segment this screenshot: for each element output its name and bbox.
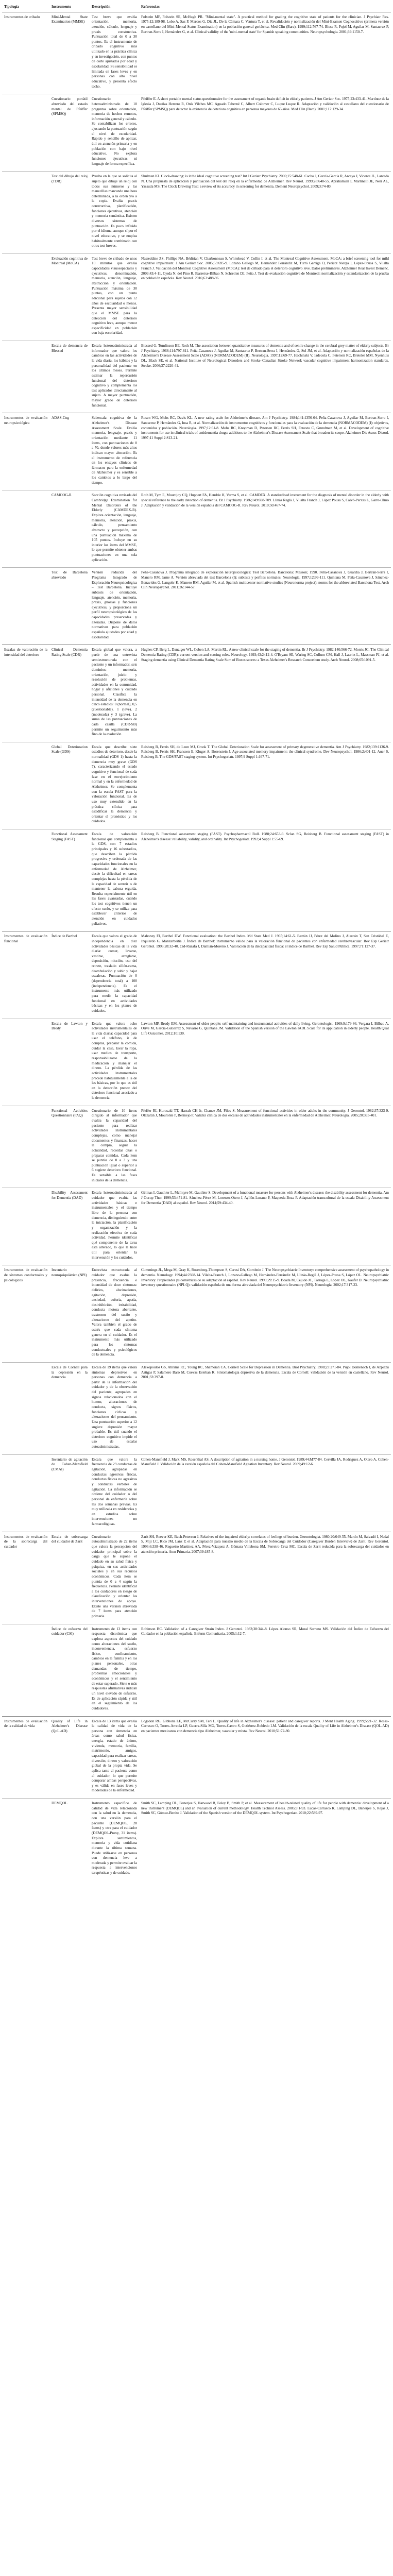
cell-instrumento: ADAS-Cog [49, 413, 90, 490]
table-row [2, 1454, 391, 1532]
cell-referencias: Pfeffer RI, Kurosaki TT, Harrah CH Jr, Chance JM, Filos S. Measurement of functional activities in older adults in the community. J Gerontol. 1982;37:323-9. Olazarán J, Mouronte P, Bermejo F. Validez clínica de dos escalas de actividades instrumentales en la enfermedad de Alzheimer. Neurología. 2005;20:395-401. [139, 1106, 391, 1188]
cell-referencias: Hughes CP, Berg L, Danziger WL, Coben LA, Martin RL. A new clinical scale for the staging of dementia. Br J Psychiatry. 1982;140:566-72. Morris JC. The Clinical Dementia Rating (CDR): current version and scoring rules. Neurology. 1993;43:2412-4. O'Bryant SE, Waring SC, Cullum CM, Hall J, Lacritz L, Massman PJ, et al. Staging dementia using Clinical Dementia Rating Scale Sum of Boxes scores: a Texas Alzheimer's Research Consortium study. Arch Neurol. 2008;65:1091-5. [139, 645, 391, 742]
cell-tipologia: Escalas de valoración de la intensidad del deterioro [2, 645, 49, 742]
cell-descripcion: Entrevista estructurada al cuidador que evalúa la presencia, frecuencia e intensidad de doce síntomas: delirios, alucinaciones, agitación, depresión, ansiedad, euforia, apatía, desinhibición, irritabilidad, conducta motora aberrante, trastornos del sueño y alteraciones del apetito. Valora también el grado de estrés que cada síntoma genera en el cuidador. Es el instrumento más utilizado para los síntomas conductuales y psicológicos de la demencia. [90, 1265, 139, 1363]
cell-referencias: Alexopoulos GS, Abrams RC, Young RC, Shamoian CA. Cornell Scale for Depression in Dementia. Biol Psychiatry. 1988;23:271-84. Pujol Domènech J, de Azpiazu Artigas P, Salamero Baró M, Cuevas Esteban R. Sintomatología depresiva de la demencia. Escala de Cornell: validación de la versión en castellano. Rev Neurol. 2001;33:397-8. [139, 1362, 391, 1454]
cell-instrumento: Escala de Cornell para la depresión en la demencia [49, 1362, 90, 1454]
cell-descripcion: Escala heteroadministrada al cuidador que evalúa las actividades básicas e instrumentales y el tiempo libre de la persona con demencia, distinguiendo entre la iniciación, la planificación y organización y la realización efectiva de cada actividad. Permite identificar qué componente de la tarea está alterado, lo que la hace útil para orientar la intervención y los cuidados. [90, 1188, 139, 1265]
cell-instrumento: Mini-Mental State Examination (MMSE) [52, 14, 88, 24]
cell-instrumento: DEMQOL [49, 1799, 90, 1880]
cell-referencias: Gélinas I, Gauthier L, McIntyre M, Gauthier S. Development of a functional measure for persons with Alzheimer's disease: the disability assessment for dementia. Am J Occup Ther. 1999;53:471-81. Sánchez-Pérez M, Lorenzo-Otero J, Ayllón-Lozano P, Maqueda-Boza P. Adaptación transcultural de la escala Disability Assessment for Dementia (DAD) al español. Rev Neurol. 2014;59:434-40. [139, 1188, 391, 1265]
cell-tipologia [2, 172, 49, 254]
table-row [2, 1265, 391, 1363]
cell-instrumento: Quality of Life in Alzheimer's Disease (QoL-AD) [49, 1716, 90, 1799]
cell-tipologia [2, 253, 49, 341]
cell-tipologia [2, 829, 49, 931]
table-body [2, 12, 391, 1880]
cell-instrumento: CAMCOG-R [49, 490, 90, 568]
cell-tipologia: Instrumentos de evaluación de síntomas conductuales y psicológicos [2, 1265, 49, 1363]
cell-descripcion: Prueba en la que se solicita al sujeto que dibuje un reloj con todos sus números y las manecillas marcando una hora determinada, a la orden y/o a la copia. Evalúa praxis constructiva, planificación, funciones ejecutivas, atención y memoria semántica. Existen diversos sistemas de puntuación. Es poco influido por el idioma, aunque sí por el nivel educativo, y se emplea habitualmente combinado con otros test breves. [90, 172, 139, 254]
table-row [2, 1106, 391, 1188]
cell-descripcion: Cuestionario autoadministrado de 22 ítems que valora la percepción del cuidador principal sobre la carga que le supone el cuidado en su salud física y psíquica, en sus actividades sociales y en sus recursos económicos. Cada ítem se puntúa de 0 a 4 según la frecuencia. Permite identificar a los cuidadores en riesgo de claudicación y orientar las intervenciones de apoyo. Existe una versión abreviada de 7 ítems para atención primaria. [90, 1532, 139, 1624]
cell-instrumento: Global Deterioration Scale (GDS) [49, 742, 90, 829]
cell-tipologia [2, 94, 49, 172]
cell-tipologia [2, 1454, 49, 1532]
table-row [2, 94, 391, 172]
table-row [2, 1188, 391, 1265]
cell-referencias: Peña-Casanova J. Programa integrado de exploración neuropsicológica: Test Barcelona. Barcelona: Masson; 1990. Peña-Casanova J, Guardia J, Bertran-Serra I, Manero RM, Jarne A. Versión abreviada del test Barcelona (I): subtests y perfiles normales. Neurología. 1997;12:99-111. Quintana M, Peña-Casanova J, Sánchez-Benavides G, Langohr K, Manero RM, Aguilar M, et al. Spanish multicenter normative studies (Neuronorma project): norms for the abbreviated Barcelona Test. Arch Clin Neuropsychol. 2011;26:144-57. [139, 568, 391, 645]
cell-descripcion: Escala de 13 ítems que evalúa la calidad de vida de la persona con demencia en áreas como salud física, energía, estado de ánimo, vivienda, memoria, familia, matrimonio, amigos, capacidad para realizar tareas, diversión, dinero y valoración global de la propia vida. Se aplica tanto al paciente como al cuidador, lo que permite comparar ambas perspectivas, y es válida en fases leves y moderadas de la enfermedad. [90, 1716, 139, 1799]
table-row [2, 172, 391, 254]
cell-tipologia: Instrumentos de evaluación neuropsicológica [2, 413, 49, 490]
table-row [2, 1019, 391, 1106]
table-row [2, 568, 391, 645]
cell-instrumento: Test del dibujo del reloj (TDR) [49, 172, 90, 254]
cell-referencias: Rosen WG, Mohs RC, Davis KL. A new rating scale for Alzheimer's disease. Am J Psychiatry. 1984;141:1356-64. Peña-Casanova J, Aguilar M, Bertran-Serra I, Santacruz P, Hernández G, Insa R, et al. Normalización de instrumentos cognitivos y funcionales para la evaluación de la demencia (NORMACODEM) (I): objetivos, contenidos y población. Neurología. 1997;12:61-8. Mohs RC, Knopman D, Petersen RC, Ferris SH, Ernesto C, Grundman M, et al. Development of cognitive instruments for use in clinical trials of antidementia drugs: additions to the Alzheimer's Disease Assessment Scale that broaden its scope. Alzheimer Dis Assoc Disord. 1997;11 Suppl 2:S13-21. [139, 413, 391, 490]
cell-descripcion: Escala que valora la frecuencia de 29 conductas de agitación, agrupadas en conductas agresivas físicas, conductas físicas no agresivas y conductas verbales de agitación. La información se obtiene del cuidador o del personal de enfermería sobre las dos semanas previas. Es muy utilizada en residencias y en estudios sobre intervenciones no farmacológicas. [90, 1454, 139, 1532]
cell-tipologia [2, 1188, 49, 1265]
cell-descripcion: Test breve que evalúa orientación, memoria, atención, cálculo, lenguaje y praxis constructiva. Puntuación total de 0 a 30 puntos. Es el instrumento de cribado cognitivo más utilizado en la práctica clínica y en investigación, con puntos de corte ajustados por edad y escolaridad. Su sensibilidad es limitada en fases leves y en personas con alto nivel educativo, y presenta efecto techo. [92, 14, 137, 89]
cell-referencias: Cummings JL, Mega M, Gray K, Rosenberg-Thompson S, Carusi DA, Gornbein J. The Neuropsychiatric Inventory: comprehensive assessment of psychopathology in dementia. Neurology. 1994;44:2308-14. Vilalta-Franch J, Lozano-Gallego M, Hernández-Ferrándiz M, Llinàs-Reglà J, López-Pousa S, López OL. Neuropsychiatric Inventory. Propiedades psicométricas de su adaptación al español. Rev Neurol. 1999;29:15-9. Boada M, Cejudo JC, Tàrraga L, López OL, Kaufer D. Neuropsychiatric inventory questionnaire (NPI-Q): validación española de una forma abreviada del Neuropsychiatric Inventory (NPI). Neurología. 2002;17:317-23. [139, 1265, 391, 1363]
cell-descripcion: Test breve de cribado de unos 10 minutos que evalúa capacidades visuoespaciales y ejecutivas, denominación, memoria, atención, lenguaje, abstracción y orientación. Puntuación máxima de 30 puntos, con un punto adicional para sujetos con 12 años de escolaridad o menos. Presenta mayor sensibilidad que el MMSE para la detección del deterioro cognitivo leve, aunque menor especificidad en población con baja escolaridad. [90, 253, 139, 341]
cell-tipologia: Instrumentos de evaluación funcional [2, 931, 49, 1019]
cell-tipologia: Instrumentos de evaluación de la calidad de vida [2, 1716, 49, 1799]
cell-descripcion: Versión reducida del Programa Integrado de Exploración Neuropsicológica – Test Barcelona. Incluye subtests de orientación, lenguaje, atención, memoria, praxis, gnosias y funciones ejecutivas, y proporciona un perfil neuropsicológico de las capacidades preservadas y alteradas. Dispone de datos normativos para población española ajustados por edad y escolaridad. [90, 568, 139, 645]
cell-instrumento: Evaluación cognitiva de Montreal (MoCA) [49, 253, 90, 341]
cell-tipologia [2, 1362, 49, 1454]
cell-tipologia [2, 1019, 49, 1106]
table-header [2, 3, 391, 12]
header-referencias: Referencias [139, 3, 391, 12]
table-row [2, 12, 391, 94]
table-row [2, 253, 391, 341]
cell-instrumento: Cuestionario portátil abreviado del estado mental de Pfeiffer (SPMSQ) [49, 94, 90, 172]
cell-referencias: Nasreddine ZS, Phillips NA, Bédirian V, Charbonneau S, Whitehead V, Collin I, et al. The Montreal Cognitive Assessment, MoCA: a brief screening tool for mild cognitive impairment. J Am Geriatr Soc. 2005;53:695-9. Lozano Gallego M, Hernández Ferrándiz M, Turró Garriga O, Pericot Nierga I, López-Pousa S, Vilalta Franch J. Validación del Montreal Cognitive Assessment (MoCA): test de cribado para el deterioro cognitivo leve. Datos preliminares. Alzheimer Real Invest Demenc. 2009;43:4-11. Ojeda N, del Pino R, Ibarretxe-Bilbao N, Schretlen DJ, Peña J. Test de evaluación cognitiva de Montreal: normalización y estandarización de la prueba en población española. Rev Neurol. 2016;63:488-96. [139, 253, 391, 341]
cell-descripcion: Escala global que valora, a partir de una entrevista semiestructurada con el paciente y un informador, seis dominios: memoria, orientación, juicio y resolución de problemas, actividades en la comunidad, hogar y aficiones y cuidado personal. Clasifica la intensidad de la demencia en cinco estadios: 0 (normal), 0,5 (cuestionable), 1 (leve), 2 (moderada) y 3 (grave). La suma de las puntuaciones de cada casilla (CDR-SB) permite un seguimiento más fino de la evolución. [90, 645, 139, 742]
table-row [2, 829, 391, 931]
cell-tipologia: Instrumentos de cribado [4, 14, 40, 19]
table-row [2, 413, 391, 490]
cell-tipologia [2, 1624, 49, 1716]
cell-instrumento: Functional Activities Questionnaire (FAQ) [49, 1106, 90, 1188]
cell-instrumento: Escala de sobrecarga del cuidador de Zarit [49, 1532, 90, 1624]
cell-referencias: Reisberg B. Functional assessment staging (FAST). Psychopharmacol Bull. 1988;24:653-9. Sclan SG, Reisberg B. Functional assessment staging (FAST) in Alzheimer's disease: reliability, validity, and ordinality. Int Psychogeriatr. 1992;4 Suppl 1:55-69. [139, 829, 391, 931]
cell-referencias: Folstein MF, Folstein SE, McHugh PR. "Mini-mental state". A practical method for grading the cognitive state of patients for the clinician. J Psychiatr Res. 1975;12:189-98. Lobo A, Saz P, Marcos G, Día JL, De la Cámara C, Ventura T, et al. Revalidación y normalización del Mini-Examen Cognoscitivo (primera versión en castellano del Mini-Mental Status Examination) en la población general geriátrica. Med Clin (Barc). 1999;112:767-74. Blesa R, Pujol M, Aguilar M, Santacruz P, Bertran-Serra I, Hernández G, et al. Clinical validity of the 'mini-mental state' for Spanish speaking communities. Neuropsychologia. 2001;39:1150-7. [141, 14, 389, 34]
cell-tipologia [2, 742, 49, 829]
table-row [2, 1532, 391, 1624]
table-row [2, 1362, 391, 1454]
cell-descripcion: Escala de valoración funcional que complementa a la GDS, con 7 estadios principales y 16 subestadios, que describen la pérdida progresiva y ordenada de las capacidades funcionales en la enfermedad de Alzheimer, desde la dificultad en tareas complejas hasta la pérdida de la capacidad de sonreír o de mantener la cabeza erguida. Resulta especialmente útil en las fases avanzadas, cuando los test cognitivos tienen un efecto suelo, y se utiliza para establecer criterios de atención en cuidados paliativos. [90, 829, 139, 931]
table-header-row [2, 3, 391, 12]
cell-referencias: Mahoney FI, Barthel DW. Functional evaluation: the Barthel Index. Md State Med J. 1965;14:61-5. Baztán JJ, Pérez del Molino J, Alarcón T, San Cristóbal E, Izquierdo G, Manzarbeitia J. Índice de Barthel: instrumento válido para la valoración funcional de pacientes con enfermedad cerebrovascular. Rev Esp Geriatr Gerontol. 1993;28:32-40. Cid-Ruzafa J, Damián-Moreno J. Valoración de la discapacidad física: el índice de Barthel. Rev Esp Salud Pública. 1997;71:127-37. [139, 931, 391, 1019]
table-row [2, 645, 391, 742]
cell-referencias: Reisberg B, Ferris SH, de Leon MJ, Crook T. The Global Deterioration Scale for assessment of primary degenerative dementia. Am J Psychiatry. 1982;139:1136-9. Reisberg B, Ferris SH, Franssen E, Kluger A, Borenstein J. Age-associated memory impairment: the clinical syndrome. Dev Neuropsychol. 1986;2:401-12. Auer S, Reisberg B. The GDS/FAST staging system. Int Psychogeriatr. 1997;9 Suppl 1:167-71. [139, 742, 391, 829]
cell-instrumento: Functional Assessment Staging (FAST) [49, 829, 90, 931]
cell-tipologia [2, 1799, 49, 1880]
cell-descripcion: Sección cognitiva revisada del Cambridge Examination for Mental Disorders of the Elderly (CAMDEX-R). Explora orientación, lenguaje, memoria, atención, praxis, cálculo, pensamiento abstracto y percepción, con una puntuación máxima de 105 puntos. Incluye en su interior los ítems del MMSE, lo que permite obtener ambas puntuaciones en una sola aplicación. [90, 490, 139, 568]
cell-instrumento: Índice de esfuerzo del cuidador (CSI) [49, 1624, 90, 1716]
cell-referencias: Smith SC, Lamping DL, Banerjee S, Harwood R, Foley B, Smith P, et al. Measurement of health-related quality of life for people with dementia: development of a new instrument (DEMQOL) and an evaluation of current methodology. Health Technol Assess. 2005;9:1-93. Lucas-Carrasco R, Lamping DL, Banerjee S, Rejas J, Smith SC, Gómez-Benito J. Validation of the Spanish version of the DEMQOL system. Int Psychogeriatr. 2010;22:589-97. [139, 1799, 391, 1880]
cell-descripcion: Escala que valora el grado de independencia en diez actividades básicas de la vida diaria: comer, lavarse, vestirse, arreglarse, deposición, micción, uso del retrete, traslado sillón-cama, deambulación y subir y bajar escaleras. Puntuación de 0 (dependencia total) a 100 (independencia). Es el instrumento más utilizado para medir la capacidad funcional en actividades básicas y en los planes de cuidados. [90, 931, 139, 1019]
cell-descripcion: Escala heteroadministrada al informador que valora los cambios en las actividades de la vida diaria, los hábitos y la personalidad del paciente en los últimos meses. Permite estimar la repercusión funcional del deterioro cognitivo y complementa los test aplicados directamente al sujeto. A mayor puntuación, mayor grado de deterioro funcional. [90, 341, 139, 413]
table-row [2, 341, 391, 413]
cell-descripcion: Cuestionario de 10 ítems dirigido al informador que evalúa la capacidad del paciente para realizar actividades instrumentales complejas, como manejar documentos y finanzas, hacer la compra, seguir la actualidad, recordar citas o preparar comidas. Cada ítem se puntúa de 0 a 3 y una puntuación igual o superior a 6 sugiere deterioro funcional. Es sensible a las fases iniciales de la demencia. [90, 1106, 139, 1188]
cell-referencias: Robinson BC. Validation of a Caregiver Strain Index. J Gerontol. 1983;38:344-8. López Alonso SR, Moral Serrano MS. Validación del Índice de Esfuerzo del Cuidador en la población española. Enferm Comunitaria. 2005;1:12-7. [139, 1624, 391, 1716]
cell-tipologia [2, 490, 49, 568]
cell-tipologia [2, 568, 49, 645]
table-row [2, 742, 391, 829]
header-descripcion: Descripción [90, 3, 139, 12]
header-instrumento: Instrumento [49, 3, 90, 12]
cell-referencias: Cohen-Mansfield J, Marx MS, Rosenthal AS. A description of agitation in a nursing home. J Gerontol. 1989;44:M77-84. Cervilla JA, Rodríguez A, Otero A, Cohen-Mansfield J. Validación de la versión española del Cohen-Mansfield Agitation Inventory. Rev Neurol. 2009;49:12-6. [139, 1454, 391, 1532]
cell-instrumento: Test de Barcelona abreviado [49, 568, 90, 645]
cell-descripcion: Subescala cognitiva de la Alzheimer's Disease Assessment Scale. Evalúa memoria, lenguaje, praxis y orientación mediante 11 ítems, con puntuaciones de 0 a 70, donde valores más altos indican mayor alteración. Es el instrumento de referencia en los ensayos clínicos de fármacos para la enfermedad de Alzheimer y es sensible a los cambios a lo largo del tiempo. [90, 413, 139, 490]
cell-referencias: Shulman KI. Clock-drawing: is it the ideal cognitive screening test? Int J Geriatr Psychiatry. 2000;15:548-61. Cacho J, García-García R, Arcaya J, Vicente JL, Lantada N. Una propuesta de aplicación y puntuación del test del reloj en la enfermedad de Alzheimer. Rev Neurol. 1999;28:648-55. Aprahamian I, Martinelli JE, Neri AL, Yassuda MS. The Clock Drawing Test: a review of its accuracy in screening for dementia. Dement Neuropsychol. 2009;3:74-80. [139, 172, 391, 254]
cell-instrumento: Inventario neuropsiquiátrico (NPI) [49, 1265, 90, 1363]
instruments-reference-table [2, 3, 391, 1880]
cell-tipologia [2, 341, 49, 413]
cell-tipologia: Instrumentos de evaluación de la sobrecarga del cuidador [2, 1532, 49, 1624]
cell-descripcion: Cuestionario heteroadministrado de 10 preguntas sobre orientación, memoria de hechos remotos, información general y cálculo. Se contabilizan los errores, ajustando la puntuación según el nivel de escolaridad. Rápido y sencillo de aplicar, útil en atención primaria y en población con bajo nivel educativo. No explora funciones ejecutivas ni lenguaje de forma específica. [90, 94, 139, 172]
header-tipologia: Tipología [2, 3, 49, 12]
cell-referencias: Blessed G, Tomlinson BE, Roth M. The association between quantitative measures of dementia and of senile change in the cerebral grey matter of elderly subjects. Br J Psychiatry. 1968;114:797-811. Peña-Casanova J, Aguilar M, Santacruz P, Bertran-Serra I, Hernández G, Sol JM, et al. Adaptación y normalización españolas de la Alzheimer's Disease Assessment Scale (ADAS) (NORMACODEM) (II). Neurología. 1997;12:69-77. Hachinski V, Iadecola C, Petersen RC, Breteler MM, Nyenhuis DL, Black SE, et al. National Institute of Neurological Disorders and Stroke–Canadian Stroke Network vascular cognitive impairment harmonization standards. Stroke. 2006;37:2220-41. [139, 341, 391, 413]
cell-instrumento: Disability Assessment for Dementia (DAD) [49, 1188, 90, 1265]
cell-instrumento: Escala de demencia de Blessed [49, 341, 90, 413]
cell-instrumento: Índice de Barthel [49, 931, 90, 1019]
cell-referencias: Roth M, Tym E, Mountjoy CQ, Huppert FA, Hendrie H, Verma S, et al. CAMDEX. A standardised instrument for the diagnosis of mental disorder in the elderly with special reference to the early detection of dementia. Br J Psychiatry. 1986;149:698-709. Llinàs Reglà J, Vilalta Franch J, López Pousa S, Calvó-Perxas L, Garre-Olmo J. Adaptación y validación de la versión española del CAMCOG-R. Rev Neurol. 2010;50:467-74. [139, 490, 391, 568]
table-row [2, 490, 391, 568]
table-row [2, 1799, 391, 1880]
table-row [2, 931, 391, 1019]
cell-referencias: Logsdon RG, Gibbons LE, McCurry SM, Teri L. Quality of life in Alzheimer's disease: patient and caregiver reports. J Ment Health Aging. 1999;5:21-32. Rosas-Carrasco O, Torres-Arreola LP, Guerra-Silla MG, Torres-Castro S, Gutiérrez-Robledo LM. Validación de la escala Quality of Life in Alzheimer's Disease (QOL-AD) en pacientes mexicanos con demencia tipo Alzheimer, vascular y mixta. Rev Neurol. 2010;51:72-80. [139, 1716, 391, 1799]
cell-instrumento: Inventario de agitación de Cohen-Mansfield (CMAI) [49, 1454, 90, 1532]
cell-descripcion: Escala de 19 ítems que valora síntomas depresivos en personas con demencia a partir de la información del cuidador y de la observación del paciente, agrupados en signos relacionados con el humor, alteraciones de conducta, signos físicos, funciones cíclicas y alteraciones del pensamiento. Una puntuación superior a 12 sugiere depresión mayor probable. Es útil cuando el deterioro cognitivo impide el uso de escalas autoadministradas. [90, 1362, 139, 1454]
cell-referencias: Pfeiffer E. A short portable mental status questionnaire for the assessment of organic brain deficit in elderly patients. J Am Geriatr Soc. 1975;23:433-41. Martínez de la Iglesia J, Dueñas Herrero R, Onís Vilches MC, Aguado Taberné C, Albert Colomer C, Luque Luque R. Adaptación y validación al castellano del cuestionario de Pfeiffer (SPMSQ) para detectar la existencia de deterioro cognitivo en personas mayores de 65 años. Med Clin (Barc). 2001;117:129-34. [139, 94, 391, 172]
cell-referencias: Lawton MP, Brody EM. Assessment of older people: self-maintaining and instrumental activities of daily living. Gerontologist. 1969;9:179-86. Vergara I, Bilbao A, Orive M, Garcia-Gutierrez S, Navarro G, Quintana JM. Validation of the Spanish version of the Lawton IADL Scale for its application in elderly people. Health Qual Life Outcomes. 2012;10:130. [139, 1019, 391, 1106]
table-row [2, 1624, 391, 1716]
cell-tipologia [2, 1106, 49, 1188]
cell-descripcion: Escala que valora ocho actividades instrumentales de la vida diaria: capacidad para usar el teléfono, ir de compras, preparar la comida, cuidar la casa, lavar la ropa, usar medios de transporte, responsabilizarse de la medicación y manejar el dinero. La pérdida de las actividades instrumentales precede habitualmente a la de las básicas, por lo que es útil en la detección precoz del deterioro funcional asociado a la demencia. [90, 1019, 139, 1106]
cell-descripcion: Instrumento específico de calidad de vida relacionada con la salud en la demencia, con una versión para el paciente (DEMQOL, 28 ítems) y otra para el cuidador (DEMQOL-Proxy, 31 ítems). Explora sentimientos, memoria y vida cotidiana durante la última semana. Puede utilizarse en personas con demencia leve a moderada y permite evaluar la respuesta a intervenciones terapéuticas y de cuidado. [90, 1799, 139, 1880]
cell-referencias: Zarit SH, Reever KE, Bach-Peterson J. Relatives of the impaired elderly: correlates of feelings of burden. Gerontologist. 1980;20:649-55. Martín M, Salvadó I, Nadal S, Miji LC, Rico JM, Lanz P, et al. Adaptación para nuestro medio de la Escala de Sobrecarga del Cuidador (Caregiver Burden Interview) de Zarit. Rev Gerontol. 1996;6:338-46. Regueiro Martínez AA, Pérez-Vázquez A, Gómara Villabona SM, Ferreiro Cruz MC. Escala de Zarit reducida para la sobrecarga del cuidador en atención primaria. Aten Primaria. 2007;39:185-8. [139, 1532, 391, 1624]
cell-descripcion: Instrumento de 13 ítems con respuesta dicotómica que explora aspectos del cuidado como alteraciones del sueño, inconveniencia, esfuerzo físico, confinamiento, cambios en la familia y en los planes personales, otras demandas de tiempo, problemas emocionales y económicos y el sentimiento de estar superado. Siete o más respuestas afirmativas indican un nivel elevado de esfuerzo. Es de aplicación rápida y útil en el seguimiento de los cuidadores. [90, 1624, 139, 1716]
cell-instrumento: Clinical Dementia Rating Scale (CDR) [49, 645, 90, 742]
cell-instrumento: Escala de Lawton y Brody [49, 1019, 90, 1106]
table-row [2, 1716, 391, 1799]
cell-descripcion: Escala que describe siete estadios de deterioro, desde la normalidad (GDS 1) hasta la demencia muy grave (GDS 7), caracterizando el estado cognitivo y funcional de cada fase en el envejecimiento normal y en la enfermedad de Alzheimer. Se complementa con la escala FAST para la valoración funcional. Es de uso muy extendido en la práctica clínica para estadificar la demencia y orientar el pronóstico y los cuidados. [90, 742, 139, 829]
